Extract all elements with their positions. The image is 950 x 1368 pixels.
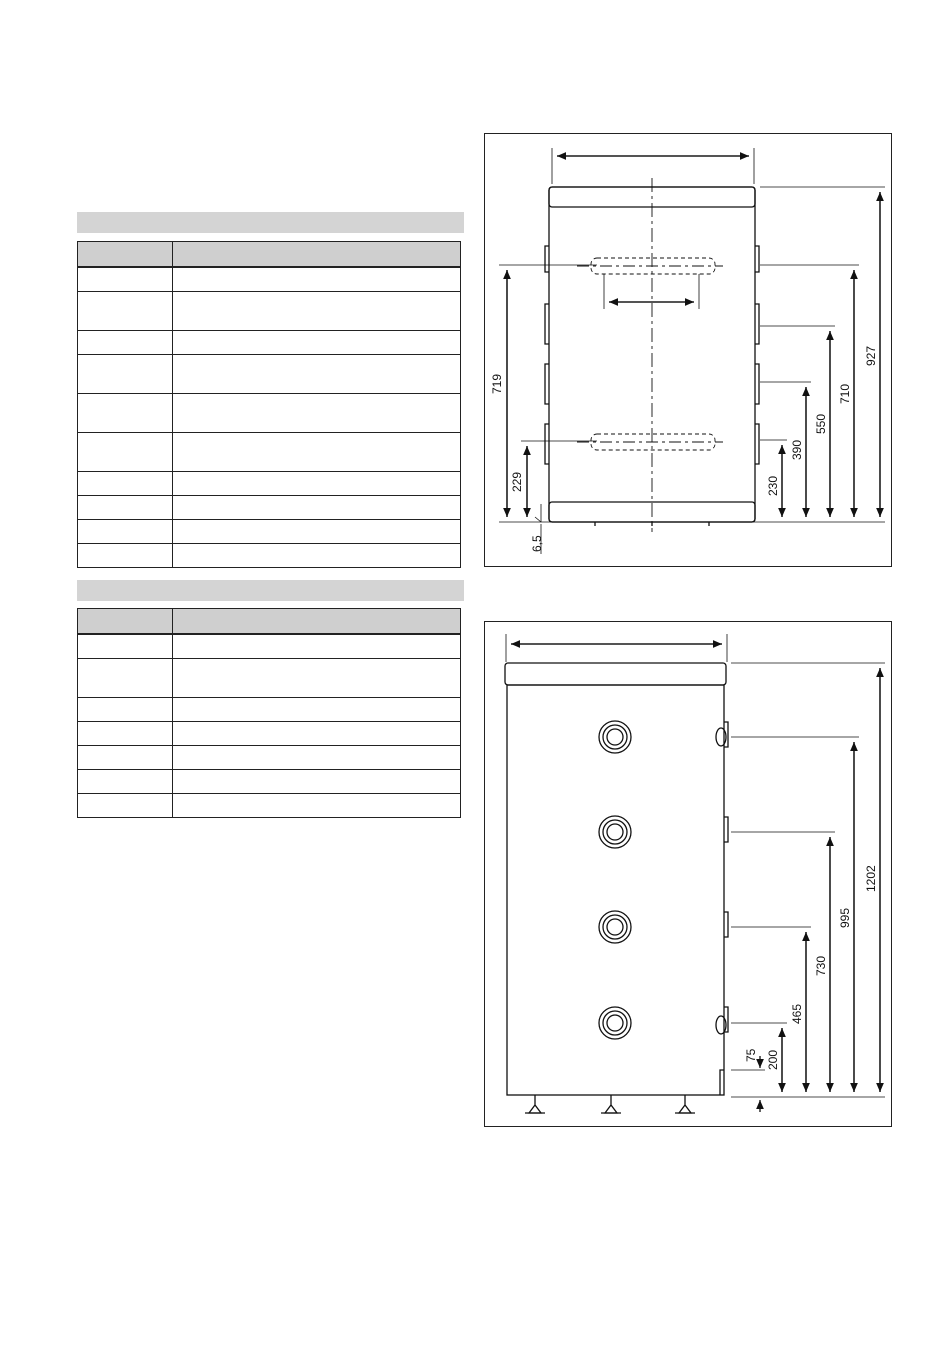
table-row [78,496,461,520]
table-row [78,659,461,698]
table-header-cell [78,242,173,268]
dim-label: 6,5 [530,535,544,552]
table-header-cell [173,242,461,268]
table-row [78,634,461,659]
dim-label: 710 [838,383,852,404]
dim-label: 1202 [864,865,878,892]
table-row [78,794,461,818]
table-header-row [78,609,461,635]
dim-label: 730 [814,955,828,976]
table-row [78,267,461,292]
dim-label: 200 [766,1049,780,1070]
table-row [78,331,461,355]
table-row [78,433,461,472]
dim-label: 230 [766,475,780,496]
dim-label: 995 [838,907,852,928]
dim-label: 390 [790,439,804,460]
spec-table-2 [77,608,461,818]
dim-label: 465 [790,1003,804,1024]
dim-label: 719 [490,373,504,394]
table-row [78,544,461,568]
table-row [78,355,461,394]
spec-table-1 [77,241,461,568]
table-row [78,746,461,770]
table-row [78,698,461,722]
table-1-section-bar [77,212,464,233]
table-2-section-bar [77,580,464,601]
table-header-cell [78,609,173,635]
figure-top-drawing [485,134,891,566]
table-header-row [78,242,461,268]
table-row [78,292,461,331]
dim-label: 229 [510,471,524,492]
figure-side-drawing [485,622,891,1126]
table-header-cell [173,609,461,635]
table-row [78,520,461,544]
table-row [78,722,461,746]
figure-top-dimensions [484,133,892,567]
figure-side-dimensions [484,621,892,1127]
dim-label: 927 [864,345,878,366]
dim-label: 550 [814,413,828,434]
table-row [78,770,461,794]
table-row [78,394,461,433]
dim-label: 75 [744,1048,758,1062]
table-row [78,472,461,496]
